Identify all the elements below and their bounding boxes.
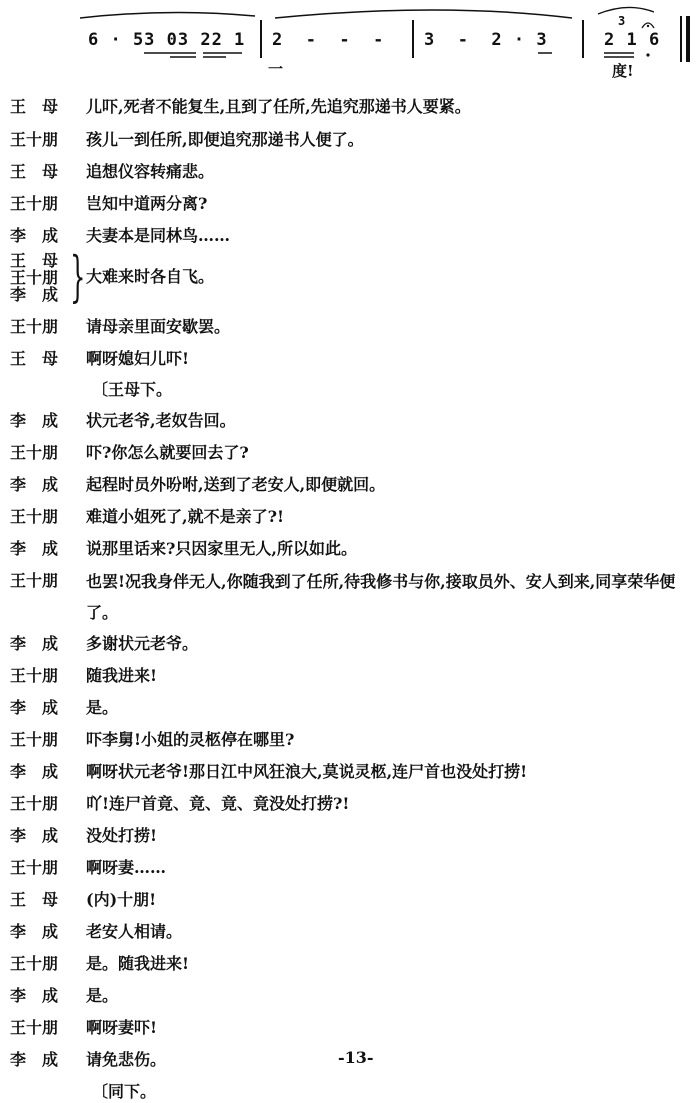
- line-text: 状元老爷,老奴告回。: [86, 411, 236, 430]
- lyric-dash: 一: [268, 60, 284, 78]
- measure-2: 2 - - -: [272, 30, 385, 50]
- line-text: 追想仪容转痛悲。: [86, 162, 215, 181]
- line-text: 啊呀状元老爷!那日江中风狂浪大,莫说灵柩,连尸首也没处打捞!: [86, 762, 528, 781]
- speaker: 王十朋: [10, 571, 59, 590]
- stage-text: 〔同下。: [92, 1082, 157, 1101]
- line-text: 是。: [86, 698, 119, 717]
- line-text: 难道小姐死了,就不是亲了?!: [86, 507, 284, 526]
- speaker: 李 成: [10, 922, 59, 941]
- speaker: 王十朋: [10, 730, 59, 749]
- line-text: 多谢状元老爷。: [86, 634, 199, 653]
- line-text: 请免悲伤。: [86, 1050, 167, 1069]
- speaker: 王十朋: [10, 194, 59, 213]
- speaker: 王十朋: [10, 268, 59, 287]
- speaker: 李 成: [10, 1050, 59, 1069]
- speaker: 李 成: [10, 539, 59, 558]
- line-text: 老安人相请。: [86, 922, 183, 941]
- speaker: 王 母: [10, 251, 59, 270]
- line-text: 请母亲里面安歇罢。: [86, 317, 231, 336]
- speaker: 王十朋: [10, 666, 59, 685]
- speaker: 李 成: [10, 226, 59, 245]
- line-text: 起程时员外吩咐,送到了老安人,即便就回。: [86, 475, 386, 494]
- speaker: 王 母: [10, 97, 59, 116]
- speaker: 李 成: [10, 475, 59, 494]
- speaker: 李 成: [10, 634, 59, 653]
- line-text: 是。随我进来!: [86, 954, 190, 973]
- stage-text: 〔王母下。: [92, 380, 173, 399]
- speaker-group: [10, 252, 58, 303]
- speaker: 李 成: [10, 762, 59, 781]
- speaker: 王十朋: [10, 317, 59, 336]
- line-text: 啊呀妻吓!: [86, 1018, 158, 1037]
- line-text: 夫妻本是同林鸟……: [86, 226, 231, 245]
- speaker: 李 成: [10, 698, 59, 717]
- speaker: 王十朋: [10, 507, 59, 526]
- line-text: 说那里话来?只因家里无人,所以如此。: [86, 539, 357, 558]
- brace-symbol: }: [70, 245, 86, 308]
- line-text: 随我进来!: [86, 666, 158, 685]
- speaker: 王 母: [10, 349, 59, 368]
- speaker: 王十朋: [10, 130, 59, 149]
- measure-1: 6 · 53 03 22 1: [88, 30, 246, 50]
- page-number: -13-: [338, 1048, 374, 1067]
- line-text: 吓?你怎么就要回去了?: [86, 443, 249, 462]
- speaker: 王十朋: [10, 954, 59, 973]
- line-text: 是。: [86, 986, 119, 1005]
- speaker: 王十朋: [10, 794, 59, 813]
- grace-note: 3: [618, 14, 627, 28]
- dialogue-line-group: [0, 245, 700, 308]
- speaker: 李 成: [10, 411, 59, 430]
- line-text: 啊呀媳妇儿吓!: [86, 349, 190, 368]
- measure-4: 2 1 6: [604, 30, 661, 50]
- line-text: 孩儿一到任所,即便追究那递书人便了。: [86, 130, 364, 149]
- line-text: (内)十朋!: [86, 890, 157, 909]
- speaker: 王十朋: [10, 1018, 59, 1037]
- speaker: 李 成: [10, 826, 59, 845]
- speaker: 王 母: [10, 890, 59, 909]
- measure-3: 3 - 2 · 3: [424, 30, 548, 50]
- line-text: 啊呀妻……: [86, 858, 167, 877]
- speaker: 李 成: [10, 986, 59, 1005]
- lyric-end: 度!: [612, 62, 634, 80]
- jianpu-score: [0, 0, 700, 90]
- speaker: 王十朋: [10, 858, 59, 877]
- line-text: 儿吓,死者不能复生,且到了任所,先追究那递书人要紧。: [86, 97, 471, 116]
- dialogue-line: [0, 570, 700, 626]
- speaker: 李 成: [10, 285, 59, 304]
- speaker: 王 母: [10, 162, 59, 181]
- line-text: 没处打捞!: [86, 826, 158, 845]
- line-text: 岂知中道两分离?: [86, 194, 208, 213]
- line-text: 吓李舅!小姐的灵柩停在哪里?: [86, 730, 295, 749]
- speaker: 王十朋: [10, 443, 59, 462]
- line-text: 吖!连尸首竟、竟、竟、竟没处打捞?!: [86, 794, 350, 813]
- line-text: 也罢!况我身伴无人,你随我到了任所,待我修书与你,接取员外、安人到来,同享荣华便了。: [86, 572, 676, 622]
- line-text: 大难来时各自飞。: [86, 267, 215, 286]
